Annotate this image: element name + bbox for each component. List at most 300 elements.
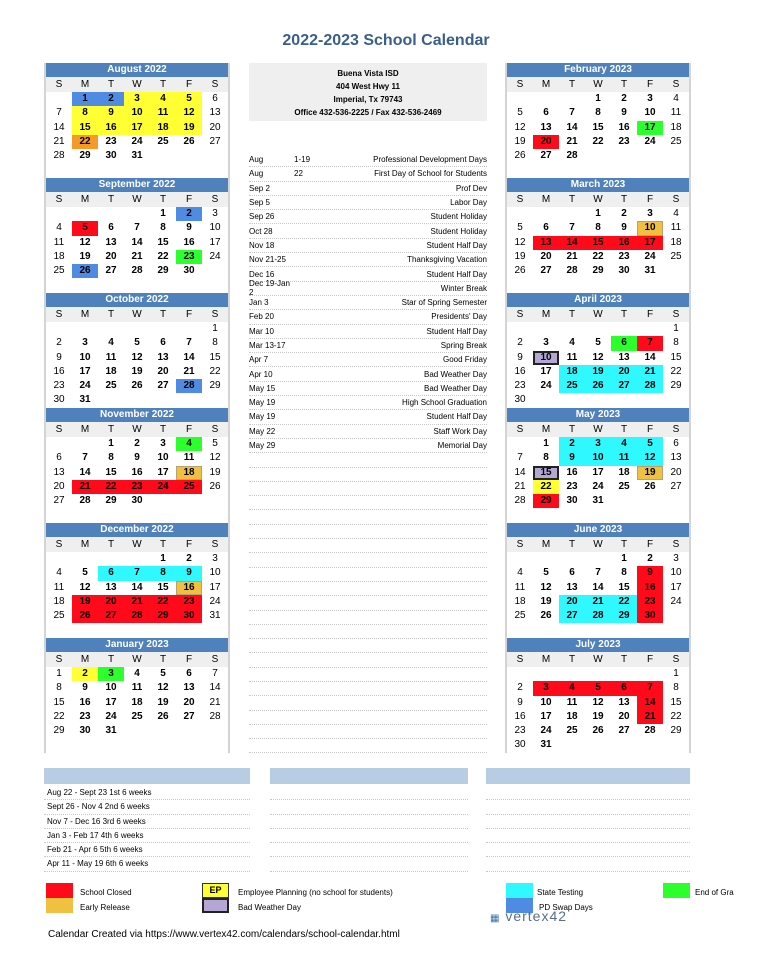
day-cell: 17 (637, 236, 663, 250)
day-cell: 6 (611, 336, 637, 350)
day-grid (507, 207, 689, 278)
blank-note-row (486, 815, 690, 829)
day-cell: 19 (79, 250, 91, 262)
day-cell: 20 (53, 480, 65, 492)
month-october-2022 (46, 293, 228, 408)
weekday-label: S (672, 424, 680, 435)
day-cell: 30 (637, 609, 663, 623)
day-cell: 15 (533, 466, 559, 480)
day-cell: 25 (514, 610, 526, 622)
event-date: Nov 21-25 (249, 255, 286, 265)
day-cell: 8 (595, 222, 601, 234)
day-cell: 31 (209, 610, 221, 622)
day-cell: 18 (559, 365, 585, 379)
weekday-label: M (80, 79, 90, 90)
day-cell: 19 (592, 710, 604, 722)
day-cell: 7 (637, 681, 663, 695)
day-cell: 11 (670, 107, 682, 119)
grading-period-row: Feb 21 - Apr 6 5th 6 weeks (44, 843, 250, 857)
day-cell: 8 (673, 337, 679, 349)
weekday-label: T (107, 539, 115, 550)
day-cell: 29 (105, 495, 117, 507)
day-cell: 18 (176, 466, 202, 480)
day-cell: 18 (670, 121, 682, 133)
day-cell: 31 (79, 394, 91, 406)
event-date: Oct 28 (249, 226, 273, 236)
day-cell: 19 (585, 365, 611, 379)
day-cell: 26 (540, 610, 552, 622)
weekday-header-row (507, 307, 689, 322)
day-cell: 15 (53, 696, 65, 708)
day-cell: 11 (53, 236, 65, 248)
day-cell: 3 (673, 553, 679, 564)
empty-day-cell (637, 322, 663, 336)
day-cell: 18 (53, 595, 65, 607)
day-cell: 28 (514, 495, 526, 507)
weekday-label: S (211, 79, 219, 90)
day-cell: 15 (209, 351, 221, 363)
day-cell: 14 (592, 581, 604, 593)
weekday-label: S (55, 194, 63, 205)
month-header: January 2023 (46, 638, 228, 652)
footer-credit: Calendar Created via https://www.vertex42.com/calendars/school-calendar.html (48, 929, 400, 940)
weekday-label: T (107, 194, 115, 205)
day-cell: 19 (514, 135, 526, 147)
day-cell: 24 (644, 135, 656, 147)
day-cell: 8 (673, 682, 679, 694)
day-cell: 12 (637, 451, 663, 465)
empty-day-cell (46, 552, 72, 566)
weekday-label: M (80, 309, 90, 320)
day-cell: 13 (157, 351, 169, 363)
event-description: Winter Break (440, 283, 487, 293)
day-cell: 20 (209, 121, 221, 133)
day-grid (507, 322, 689, 408)
events-list (249, 153, 487, 753)
day-cell: 13 (53, 466, 65, 478)
day-cell: 12 (592, 696, 604, 708)
weekday-label: F (646, 79, 654, 90)
legend-swatch-bad-weather (202, 898, 229, 913)
empty-day-cell (72, 552, 98, 566)
month-header: March 2023 (507, 178, 689, 192)
weekday-label: F (185, 539, 193, 550)
day-cell: 27 (183, 710, 195, 722)
day-cell: 16 (79, 696, 91, 708)
day-grid (46, 552, 228, 623)
day-cell: 16 (566, 466, 578, 478)
day-cell: 5 (637, 437, 663, 451)
event-row (249, 167, 487, 181)
day-cell: 21 (637, 365, 663, 379)
event-date: Mar 10 (249, 326, 274, 336)
event-description: Labor Day (450, 198, 487, 208)
day-cell: 15 (72, 121, 98, 135)
legend-swatch-school-closed (46, 883, 73, 898)
notes-list-middle (270, 786, 468, 872)
weekday-label: M (80, 539, 90, 550)
day-cell: 27 (98, 609, 124, 623)
day-cell: 2 (134, 438, 140, 449)
weekday-label: W (132, 309, 142, 320)
day-cell: 16 (183, 236, 195, 248)
day-cell: 10 (644, 107, 656, 119)
day-cell: 26 (585, 379, 611, 393)
day-cell: 7 (124, 566, 150, 580)
day-cell: 5 (72, 221, 98, 235)
empty-day-cell (559, 92, 585, 106)
empty-day-cell (611, 322, 637, 336)
day-cell: 31 (592, 495, 604, 507)
event-description: Student Half Day (426, 240, 487, 250)
weekday-label: T (620, 424, 628, 435)
day-cell: 20 (618, 710, 630, 722)
empty-day-cell (507, 92, 533, 106)
day-cell: 2 (559, 437, 585, 451)
day-cell: 21 (72, 480, 98, 494)
day-cell: 28 (566, 150, 578, 162)
weekday-label: W (593, 79, 603, 90)
weekday-label: S (516, 539, 524, 550)
day-cell: 22 (533, 480, 559, 494)
day-cell: 21 (131, 250, 143, 262)
day-cell: 17 (592, 466, 604, 478)
weekday-label: M (80, 424, 90, 435)
day-cell: 4 (176, 437, 202, 451)
day-cell: 10 (540, 696, 552, 708)
day-cell: 16 (637, 581, 663, 595)
event-description: First Day of School for Students (374, 169, 487, 179)
day-cell: 29 (150, 609, 176, 623)
vertex42-logo-icon: ▦ (490, 913, 501, 924)
day-cell: 4 (569, 337, 575, 349)
day-cell: 24 (105, 710, 117, 722)
day-cell: 26 (209, 480, 221, 492)
event-description: Memorial Day (437, 441, 487, 451)
day-cell: 9 (621, 222, 627, 234)
month-april-2023 (507, 293, 689, 408)
day-cell: 3 (160, 438, 166, 449)
school-name: Buena Vista ISD (337, 69, 399, 78)
event-row (249, 253, 487, 267)
day-cell: 2 (98, 92, 124, 106)
day-cell: 17 (209, 236, 221, 248)
weekday-header-row (46, 77, 228, 92)
day-cell: 23 (105, 135, 117, 147)
day-cell: 24 (209, 595, 221, 607)
day-cell: 9 (176, 566, 202, 580)
day-cell: 8 (56, 682, 62, 694)
event-row (249, 396, 487, 410)
weekday-label: S (672, 194, 680, 205)
day-grid (46, 667, 228, 738)
day-cell: 23 (514, 725, 526, 737)
weekday-label: T (568, 424, 576, 435)
day-cell: 17 (209, 581, 221, 593)
event-date: Aug (249, 169, 264, 179)
day-cell: 14 (209, 682, 221, 694)
day-cell: 13 (618, 696, 630, 708)
day-cell: 6 (569, 567, 575, 579)
blank-event-row (249, 453, 487, 467)
event-date: Dec 16 (249, 269, 275, 279)
day-cell: 9 (559, 451, 585, 465)
event-description: Bad Weather Day (424, 383, 487, 393)
day-cell: 2 (517, 337, 523, 349)
month-january-2023 (46, 638, 228, 753)
day-cell: 5 (82, 567, 88, 579)
weekday-label: T (620, 79, 628, 90)
day-cell: 20 (611, 365, 637, 379)
day-cell: 15 (585, 236, 611, 250)
event-date: Nov 18 (249, 240, 275, 250)
day-cell: 16 (514, 710, 526, 722)
weekday-label: W (132, 654, 142, 665)
event-row (249, 239, 487, 253)
page-title: 2022-2023 School Calendar (282, 32, 490, 49)
day-cell: 9 (186, 222, 192, 234)
day-cell: 14 (53, 121, 65, 133)
day-cell: 9 (517, 696, 523, 708)
day-cell: 13 (670, 452, 682, 464)
calendar-column-left (44, 63, 230, 753)
grading-period-row: Nov 7 - Dec 16 3rd 6 weeks (44, 815, 250, 829)
day-cell: 30 (618, 265, 630, 277)
day-cell: 16 (618, 121, 630, 133)
day-cell: 17 (157, 466, 169, 478)
day-cell: 2 (176, 207, 202, 221)
day-cell: 3 (543, 337, 549, 349)
weekday-label: T (159, 654, 167, 665)
event-row (249, 410, 487, 424)
month-header: December 2022 (46, 523, 228, 537)
day-cell: 10 (533, 351, 559, 365)
day-cell: 6 (543, 107, 549, 119)
day-cell: 27 (670, 480, 682, 492)
day-cell: 13 (618, 351, 630, 363)
day-cell: 29 (592, 265, 604, 277)
day-cell: 26 (72, 264, 98, 278)
day-cell: 1 (673, 668, 679, 679)
day-cell: 20 (98, 595, 124, 609)
blank-event-row (249, 653, 487, 667)
event-description: Student Half Day (426, 269, 487, 279)
day-cell: 23 (566, 480, 578, 492)
weekday-header-row (46, 537, 228, 552)
weekday-label: T (159, 424, 167, 435)
month-june-2023 (507, 523, 689, 638)
grading-period-row: Apr 11 - May 19 6th 6 weeks (44, 857, 250, 871)
legend-label-end-of-grading: End of Gra (695, 888, 734, 897)
month-header: July 2023 (507, 638, 689, 652)
weekday-header-row (46, 192, 228, 207)
weekday-label: S (55, 79, 63, 90)
event-date: Apr 7 (249, 355, 269, 365)
day-cell: 20 (183, 696, 195, 708)
day-cell: 23 (53, 380, 65, 392)
month-november-2022 (46, 408, 228, 523)
day-cell: 18 (131, 696, 143, 708)
blank-note-row (270, 786, 468, 800)
day-cell: 6 (543, 222, 549, 234)
day-cell: 15 (105, 466, 117, 478)
day-cell: 28 (53, 150, 65, 162)
day-cell: 10 (670, 567, 682, 579)
event-row (249, 296, 487, 310)
day-cell: 25 (670, 135, 682, 147)
day-cell: 23 (124, 480, 150, 494)
day-cell: 5 (212, 438, 218, 449)
day-cell: 24 (670, 595, 682, 607)
day-cell: 3 (647, 93, 653, 104)
day-cell: 29 (53, 725, 65, 737)
day-cell: 19 (72, 595, 98, 609)
day-cell: 25 (157, 135, 169, 147)
day-cell: 30 (566, 495, 578, 507)
day-cell: 22 (592, 250, 604, 262)
weekday-label: T (620, 539, 628, 550)
day-grid (507, 667, 689, 753)
day-cell: 4 (150, 92, 176, 106)
day-cell: 5 (134, 337, 140, 349)
blank-event-row (249, 525, 487, 539)
day-cell: 30 (105, 150, 117, 162)
blank-event-row (249, 482, 487, 496)
day-cell: 11 (131, 682, 143, 694)
weekday-label: F (185, 309, 193, 320)
weekday-label: S (516, 194, 524, 205)
month-september-2022 (46, 178, 228, 293)
empty-day-cell (559, 667, 585, 681)
weekday-label: S (55, 309, 63, 320)
legend-label-school-closed: School Closed (80, 888, 132, 897)
day-cell: 15 (592, 121, 604, 133)
day-cell: 19 (209, 466, 221, 478)
weekday-label: F (646, 539, 654, 550)
legend-swatch-end-of-grading (663, 883, 690, 898)
calendar-column-right (505, 63, 691, 753)
event-row (249, 196, 487, 210)
school-info-box (249, 63, 487, 121)
day-cell: 15 (670, 696, 682, 708)
weekday-label: S (211, 424, 219, 435)
day-cell: 24 (131, 135, 143, 147)
day-cell: 30 (176, 609, 202, 623)
event-date: Jan 3 (249, 298, 269, 308)
day-cell: 13 (183, 682, 195, 694)
day-cell: 11 (670, 222, 682, 234)
day-cell: 23 (176, 595, 202, 609)
event-row (249, 425, 487, 439)
month-header: February 2023 (507, 63, 689, 77)
day-cell: 22 (209, 365, 221, 377)
day-cell: 22 (98, 480, 124, 494)
month-may-2023 (507, 408, 689, 523)
day-cell: 15 (618, 581, 630, 593)
day-cell: 1 (673, 323, 679, 334)
day-cell: 4 (673, 93, 679, 104)
day-cell: 4 (673, 208, 679, 219)
month-march-2023 (507, 178, 689, 293)
day-cell: 27 (157, 380, 169, 392)
day-cell: 22 (53, 710, 65, 722)
event-row (249, 279, 487, 298)
weekday-label: W (132, 424, 142, 435)
event-description: Presidents' Day (431, 312, 487, 322)
day-cell: 14 (183, 351, 195, 363)
day-cell: 26 (514, 150, 526, 162)
day-cell: 8 (595, 107, 601, 119)
empty-day-cell (533, 667, 559, 681)
day-cell: 26 (72, 609, 98, 623)
day-cell: 2 (186, 553, 192, 564)
weekday-label: T (159, 194, 167, 205)
weekday-label: T (159, 79, 167, 90)
day-cell: 27 (105, 265, 117, 277)
legend-swatch-state-testing (506, 883, 533, 898)
day-cell: 30 (183, 265, 195, 277)
day-cell: 31 (644, 265, 656, 277)
day-cell: 26 (644, 480, 656, 492)
weekday-label: T (107, 424, 115, 435)
empty-day-cell (559, 322, 585, 336)
event-row (249, 439, 487, 453)
day-cell: 5 (543, 567, 549, 579)
event-description: Student Half Day (426, 412, 487, 422)
event-row (249, 153, 487, 167)
empty-day-cell (72, 437, 98, 451)
grading-period-row: Jan 3 - Feb 17 4th 6 weeks (44, 829, 250, 843)
day-cell: 3 (212, 553, 218, 564)
day-cell: 21 (514, 480, 526, 492)
empty-day-cell (98, 552, 124, 566)
day-cell: 19 (131, 365, 143, 377)
blank-note-row (486, 843, 690, 857)
day-cell: 1 (543, 438, 549, 449)
day-cell: 22 (72, 135, 98, 149)
event-date: May 15 (249, 383, 276, 393)
day-cell: 12 (209, 452, 221, 464)
day-cell: 8 (150, 566, 176, 580)
day-cell: 6 (611, 681, 637, 695)
day-cell: 6 (160, 337, 166, 349)
weekday-label: F (185, 654, 193, 665)
day-cell: 24 (540, 725, 552, 737)
day-cell: 28 (637, 379, 663, 393)
weekday-label: T (568, 79, 576, 90)
empty-day-cell (124, 322, 150, 336)
day-cell: 17 (637, 121, 663, 135)
day-cell: 27 (611, 379, 637, 393)
day-cell: 11 (566, 696, 578, 708)
weekday-label: T (107, 309, 115, 320)
blank-note-row (270, 815, 468, 829)
day-cell: 17 (540, 365, 552, 377)
day-cell: 29 (209, 380, 221, 392)
day-cell: 16 (514, 365, 526, 377)
day-cell: 21 (209, 696, 221, 708)
weekday-label: M (541, 79, 551, 90)
event-description: Student Holiday (430, 212, 487, 222)
day-cell: 7 (56, 107, 62, 119)
empty-day-cell (98, 207, 124, 221)
day-cell: 1 (212, 323, 218, 334)
day-cell: 11 (183, 452, 195, 464)
day-cell: 14 (131, 236, 143, 248)
blank-event-row (249, 668, 487, 682)
day-cell: 20 (670, 466, 682, 478)
day-cell: 3 (98, 667, 124, 681)
